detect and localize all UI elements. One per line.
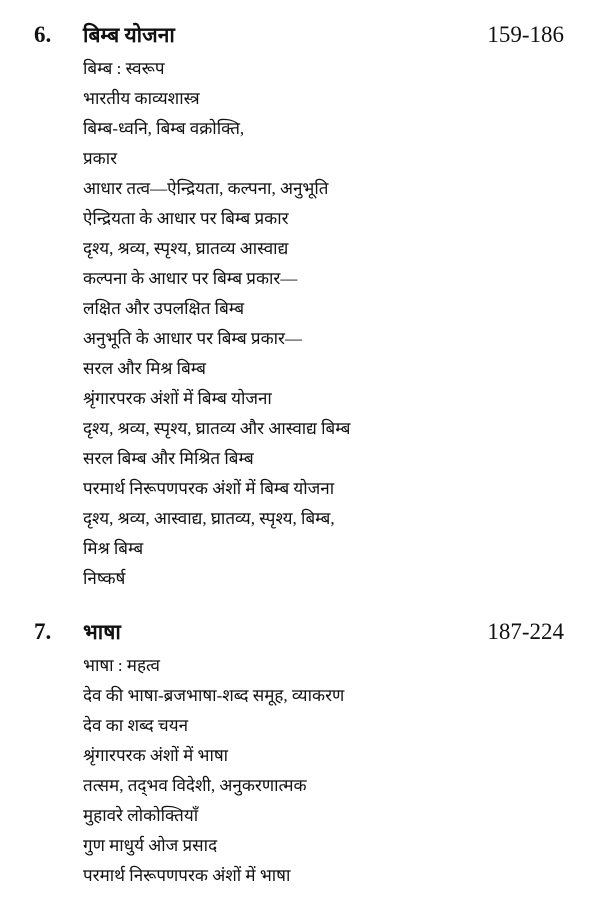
topic-item: दृश्य, श्रव्य, स्पृश्य, घ्रातव्य और आस्वाद्य बिम्ब: [83, 419, 351, 438]
topic-item: सरल और मिश्र बिम्ब: [83, 359, 207, 378]
topic-item: देव का शब्द चयन: [83, 716, 189, 735]
chapter-title: भाषा: [83, 620, 121, 644]
topic-item: भारतीय काव्यशास्त्र: [83, 89, 200, 108]
chapter-topics: [0, 54, 600, 594]
chapter-7: [0, 617, 600, 891]
topic-item: अनुभूति के आधार पर बिम्ब प्रकार—: [83, 329, 302, 348]
topic-item: प्रकार: [83, 149, 118, 168]
topic-item: गुण माधुर्य ओज प्रसाद: [83, 836, 218, 855]
chapter-number: 7.: [34, 619, 52, 644]
topic-item: परमार्थ निरूपणपरक अंशों में भाषा: [83, 866, 291, 885]
topic-item: सरल बिम्ब और मिश्रित बिम्ब: [83, 449, 254, 468]
topic-item: बिम्ब-ध्वनि, बिम्ब वक्रोक्ति,: [83, 119, 245, 138]
topic-item: बिम्ब : स्वरूप: [83, 59, 165, 78]
chapter-heading: [0, 20, 600, 50]
topic-item: आधार तत्व—ऐन्द्रियता, कल्पना, अनुभूति: [83, 179, 329, 198]
chapter-pages: 187-224: [487, 619, 564, 644]
chapter-number: 6.: [34, 22, 52, 47]
topic-item: दृश्य, श्रव्य, स्पृश्य, घ्रातव्य आस्वाद्य: [83, 239, 289, 258]
topic-item: श्रृंगारपरक अंशों में बिम्ब योजना: [83, 389, 272, 408]
topic-item: मुहावरे लोकोक्तियाँ: [83, 806, 199, 825]
topic-item: कल्पना के आधार पर बिम्ब प्रकार—: [83, 269, 298, 288]
topic-item: लक्षित और उपलक्षित बिम्ब: [83, 299, 245, 318]
topic-item: श्रृंगारपरक अंशों में भाषा: [83, 746, 229, 765]
chapter-heading: [0, 617, 600, 647]
topic-item: निष्कर्ष: [83, 569, 126, 588]
chapter-pages: 159-186: [487, 22, 564, 47]
topic-item: दृश्य, श्रव्य, आस्वाद्य, घ्रातव्य, स्पृश्य, बिम्ब,: [83, 509, 335, 528]
chapter-title: बिम्ब योजना: [83, 23, 175, 47]
chapter-6: [0, 20, 600, 594]
topic-item: तत्सम, तद्‌भव विदेशी, अनुकरणात्मक: [83, 776, 307, 795]
topic-item: मिश्र बिम्ब: [83, 539, 144, 558]
chapter-topics: [0, 651, 600, 891]
topic-item: परमार्थ निरूपणपरक अंशों में बिम्ब योजना: [83, 479, 335, 498]
topic-item: भाषा : महत्व: [83, 656, 160, 675]
topic-item: ऐन्द्रियता के आधार पर बिम्ब प्रकार: [83, 209, 289, 228]
topic-item: देव की भाषा-ब्रजभाषा-शब्द समूह, व्याकरण: [83, 686, 345, 705]
